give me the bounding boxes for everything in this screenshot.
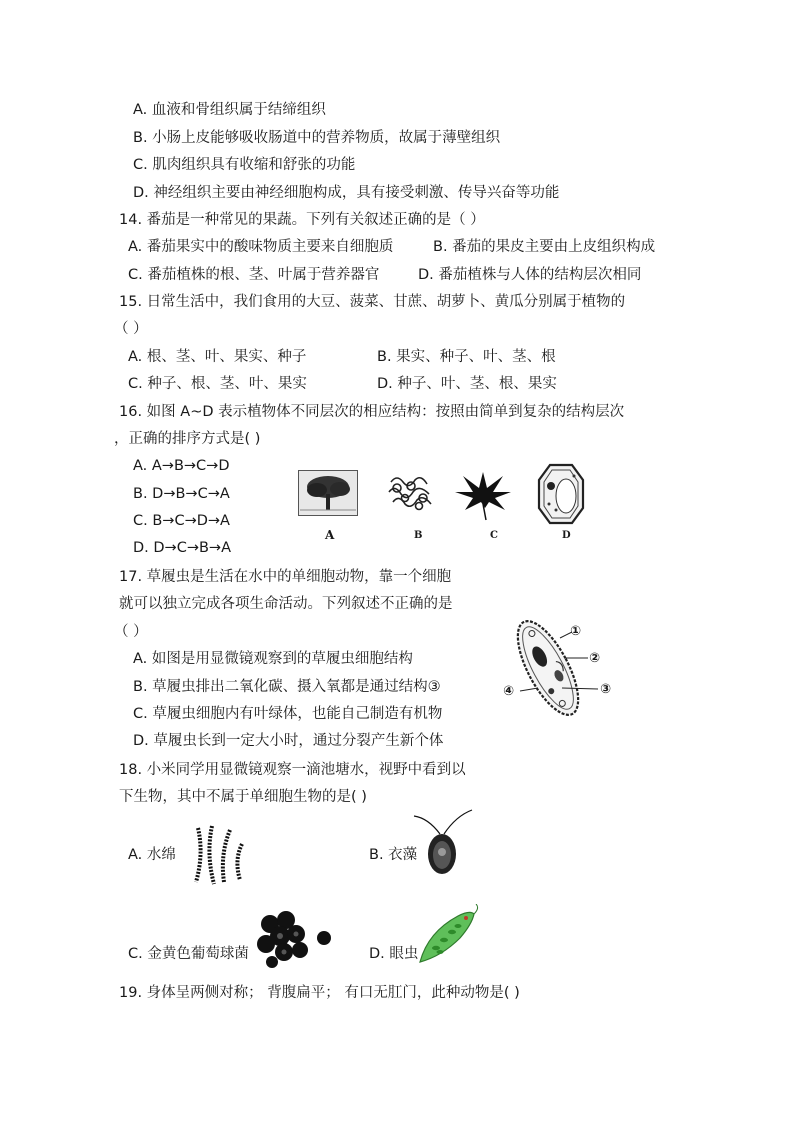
q15-option-a: A. 根、茎、叶、果实、种子	[128, 349, 307, 365]
q18-option-b: B. 衣藻	[369, 847, 418, 863]
q17-marker-1: ①	[570, 624, 582, 639]
q15-stem-cont: （ ）	[114, 321, 148, 337]
q14-stem: 14. 番茄是一种常见的果蔬。下列有关叙述正确的是（ ）	[119, 212, 485, 228]
q18-stem-cont: 下生物，其中不属于单细胞生物的是( )	[119, 789, 367, 805]
q14-option-a: A. 番茄果实中的酸味物质主要来自细胞质	[128, 239, 394, 255]
q18-figure-chlamydomonas	[406, 808, 478, 878]
q16-option-a: A. A→B→C→D	[133, 458, 230, 474]
q17-marker-4: ④	[503, 684, 515, 699]
q17-marker-3: ③	[600, 682, 612, 697]
q15-option-d: D. 种子、叶、茎、根、果实	[377, 376, 557, 392]
q17-option-a: A. 如图是用显微镜观察到的草履虫细胞结构	[133, 651, 413, 667]
q17-option-b: B. 草履虫排出二氧化碳、摄入氧都是通过结构③	[133, 679, 441, 695]
q13-option-b: B. 小肠上皮能够吸收肠道中的营养物质，故属于薄壁组织	[133, 130, 501, 146]
q17-option-c: C. 草履虫细胞内有叶绿体，也能自己制造有机物	[133, 706, 443, 722]
q16-label-d: D	[562, 530, 571, 541]
q16-label-b: B	[414, 530, 423, 541]
q13-option-a: A. 血液和骨组织属于结缔组织	[133, 102, 326, 118]
q16-label-c: C	[490, 530, 498, 541]
q16-option-c: C. B→C→D→A	[133, 513, 230, 529]
q18-figure-staphylococcus	[256, 910, 338, 970]
q14-option-c: C. 番茄植株的根、茎、叶属于营养器官	[128, 267, 380, 283]
q14-option-d: D. 番茄植株与人体的结构层次相同	[418, 267, 642, 283]
q16-figure-tree	[298, 470, 358, 516]
q16-stem: 16. 如图 A~D 表示植物体不同层次的相应结构：按照由简单到复杂的结构层次	[119, 404, 625, 420]
q15-option-c: C. 种子、根、茎、叶、果实	[128, 376, 307, 392]
q16-option-b: B. D→B→C→A	[133, 486, 230, 502]
q18-option-d: D. 眼虫	[369, 946, 419, 962]
q14-option-b: B. 番茄的果皮主要由上皮组织构成	[433, 239, 656, 255]
q19-stem: 19. 身体呈两侧对称； 背腹扁平； 有口无肛门，此种动物是( )	[119, 985, 520, 1001]
q16-stem-cont: ，正确的排序方式是( )	[114, 431, 261, 447]
q17-stem-cont: 就可以独立完成各项生命活动。下列叙述不正确的是	[119, 596, 453, 612]
q17-option-d: D. 草履虫长到一定大小时，通过分裂产生新个体	[133, 733, 444, 749]
q13-option-d: D. 神经组织主要由神经细胞构成，具有接受刺激、传导兴奋等功能	[133, 185, 560, 201]
q18-option-c: C. 金黄色葡萄球菌	[128, 946, 249, 962]
q17-stem: 17. 草履虫是生活在水中的单细胞动物，靠一个细胞	[119, 569, 452, 585]
q16-figure-tissue	[385, 472, 437, 514]
q15-stem: 15. 日常生活中，我们食用的大豆、菠菜、甘蔗、胡萝卜、黄瓜分别属于植物的	[119, 294, 626, 310]
q16-figure-cell	[536, 462, 586, 526]
q17-marker-2: ②	[589, 651, 601, 666]
q16-figure-leaf	[453, 466, 513, 522]
q18-stem: 18. 小米同学用显微镜观察一滴池塘水，视野中看到以	[119, 762, 466, 778]
q16-option-d: D. D→C→B→A	[133, 540, 231, 556]
q16-label-a: A	[325, 528, 335, 542]
q18-option-a: A. 水绵	[128, 847, 176, 863]
q13-option-c: C. 肌肉组织具有收缩和舒张的功能	[133, 157, 356, 173]
q17-stem-cont2: （ ）	[114, 624, 148, 640]
q15-option-b: B. 果实、种子、叶、茎、根	[377, 349, 556, 365]
q18-figure-euglena	[414, 904, 482, 966]
q18-figure-spirogyra	[190, 824, 250, 886]
